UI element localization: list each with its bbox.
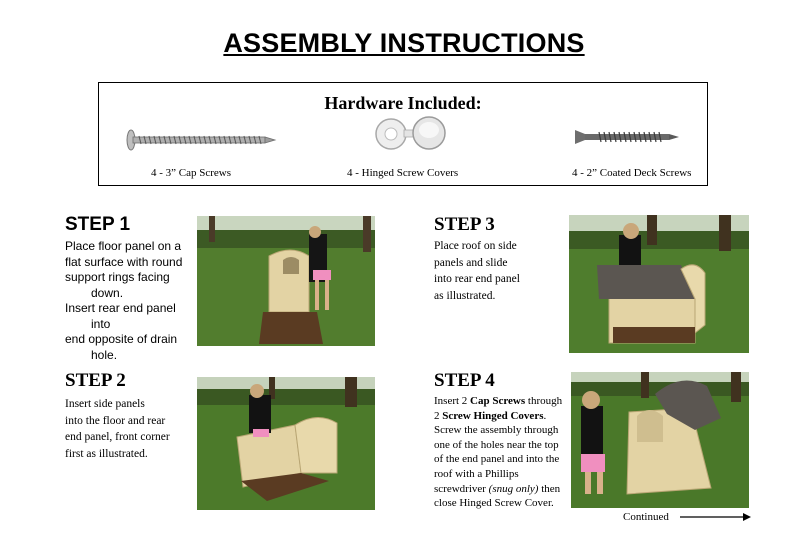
hardware-heading: Hardware Included: xyxy=(324,93,482,113)
step-3-line: into rear end panel xyxy=(434,273,520,285)
step-2-text xyxy=(65,396,195,462)
step-4-text xyxy=(434,394,574,511)
step-4-heading: STEP 4 xyxy=(434,370,495,391)
arrow-right-icon xyxy=(680,510,752,528)
step-4-line: 2 Screw Hinged Covers. xyxy=(434,409,547,422)
hardware-label-hinged-covers: 4 - Hinged Screw Covers xyxy=(347,167,459,179)
step-3-heading: STEP 3 xyxy=(434,214,495,235)
step-4-line: roof with a Phillips xyxy=(434,467,519,480)
step-2-line: into the floor and rear xyxy=(65,414,166,427)
hardware-label-cap-screws: 4 - 3” Cap Screws xyxy=(151,167,232,179)
step-3-line: as illustrated. xyxy=(434,289,496,302)
step-1-line: flat surface with round xyxy=(65,254,183,269)
step-1-line: into xyxy=(91,316,111,331)
step-3-line: Place roof on side xyxy=(434,240,517,252)
cap-screws-term: Cap Screws xyxy=(470,395,526,407)
step-3-line: panels and slide xyxy=(434,256,508,269)
step-1-line: hole. xyxy=(91,347,118,362)
step-1-line: Place floor panel on a xyxy=(65,239,182,253)
step-4-line: close Hinged Screw Cover. xyxy=(434,497,554,510)
step-2-line: Insert side panels xyxy=(65,398,145,410)
step-1-text xyxy=(65,239,195,363)
step-2-line: first as illustrated. xyxy=(65,447,148,460)
step-1-photo xyxy=(197,216,375,346)
step-4-line: Screw the assembly through xyxy=(434,424,559,437)
deck-screw-icon xyxy=(573,127,683,152)
hinged-covers-term: Screw Hinged Covers xyxy=(442,409,544,422)
hardware-box xyxy=(98,82,708,186)
step-1-line: support rings facing xyxy=(65,270,170,284)
step-2-photo xyxy=(197,377,375,510)
step-1-heading: STEP 1 xyxy=(65,214,131,235)
step-2-heading: STEP 2 xyxy=(65,370,126,391)
hardware-label-deck-screws: 4 - 2” Coated Deck Screws xyxy=(572,167,692,179)
step-1-line: Insert rear end panel xyxy=(65,301,176,315)
step-4-line: screwdriver (snug only) then xyxy=(434,482,561,495)
step-4-photo xyxy=(571,372,749,508)
step-1-line: down. xyxy=(91,285,124,300)
continued-label: Continued xyxy=(623,511,669,523)
step-2-line: end panel, front corner xyxy=(65,431,170,443)
step-4-line: Insert 2 Cap Screws through xyxy=(434,395,563,407)
step-4-line: one of the holes near the top xyxy=(434,438,559,451)
hinged-screw-cover-icon xyxy=(371,113,453,158)
snug-only-note: (snug only) xyxy=(488,482,539,495)
step-3-text xyxy=(434,238,564,304)
step-4-line: of the end panel and into the xyxy=(434,453,560,466)
page-title: ASSEMBLY INSTRUCTIONS xyxy=(223,28,585,58)
step-3-photo xyxy=(569,215,749,353)
step-1-line: end opposite of drain xyxy=(65,332,178,346)
cap-screw-icon xyxy=(123,127,279,158)
